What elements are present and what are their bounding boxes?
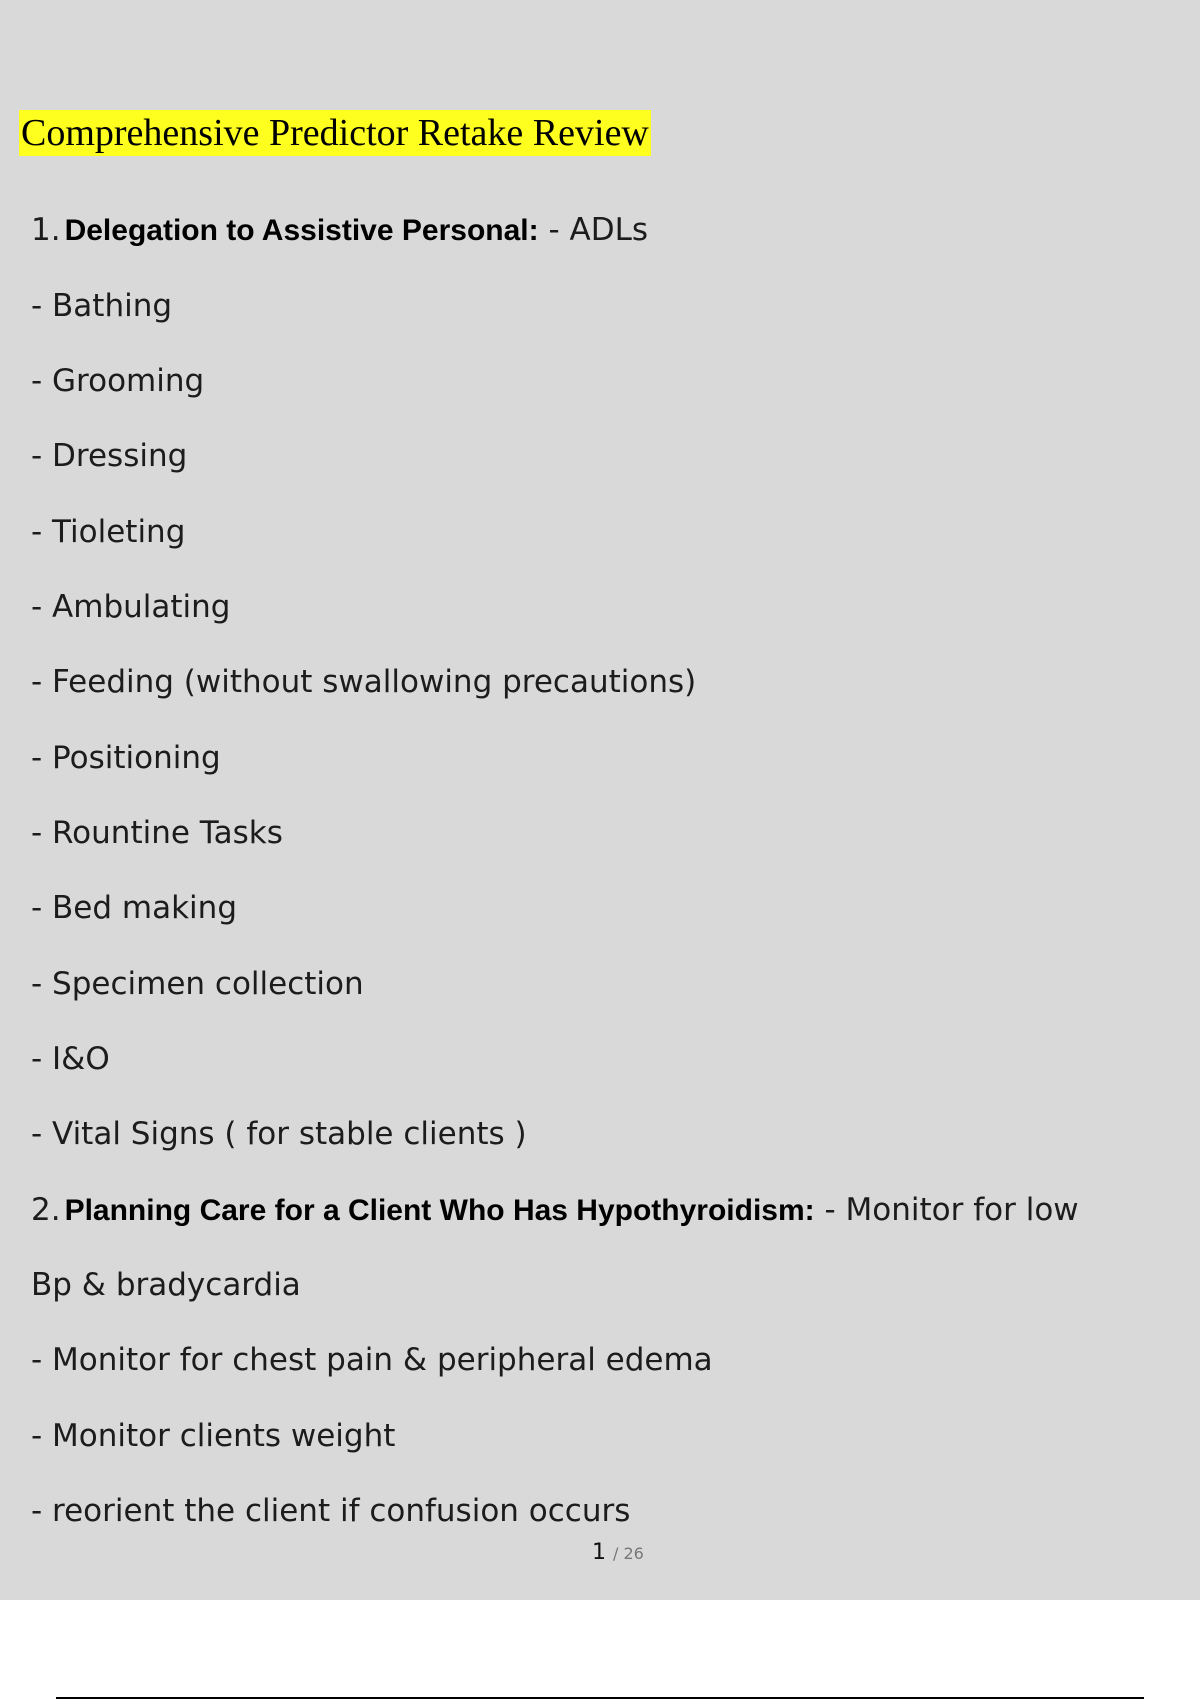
list-item: - Bathing xyxy=(31,288,173,324)
item-text: - ADLs xyxy=(538,212,649,248)
list-item: - Vital Signs ( for stable clients ) xyxy=(31,1116,527,1152)
list-item: - Monitor for chest pain & peripheral edema xyxy=(31,1342,713,1378)
item-number: 2. xyxy=(31,1192,61,1228)
item-heading: Delegation to Assistive Personal: xyxy=(64,214,539,247)
item-number: 1. xyxy=(31,212,61,248)
list-item: - Grooming xyxy=(31,363,205,399)
list-item: Bp & bradycardia xyxy=(31,1267,301,1303)
list-item: - Bed making xyxy=(31,890,237,926)
page-total: / 26 xyxy=(613,1544,644,1563)
list-item: - Monitor clients weight xyxy=(31,1418,396,1454)
list-item-heading-1 xyxy=(31,210,648,251)
list-item: - Rountine Tasks xyxy=(31,815,283,851)
divider xyxy=(56,1697,1144,1699)
item-heading: Planning Care for a Client Who Has Hypothyroidism: xyxy=(64,1194,815,1227)
list-item-heading-2 xyxy=(31,1190,1079,1231)
page-number xyxy=(592,1540,644,1565)
list-item: - reorient the client if confusion occurs xyxy=(31,1493,631,1529)
list-item: - Tioleting xyxy=(31,514,186,550)
list-item: - I&O xyxy=(31,1041,110,1077)
list-item: - Positioning xyxy=(31,740,221,776)
document-title: Comprehensive Predictor Retake Review xyxy=(21,112,649,154)
page-current: 1 xyxy=(592,1540,606,1565)
list-item: - Specimen collection xyxy=(31,966,364,1002)
item-text: - Monitor for low xyxy=(814,1192,1079,1228)
list-item: - Ambulating xyxy=(31,589,231,625)
list-item: - Feeding (without swallowing precautions) xyxy=(31,664,697,700)
list-item: - Dressing xyxy=(31,438,188,474)
